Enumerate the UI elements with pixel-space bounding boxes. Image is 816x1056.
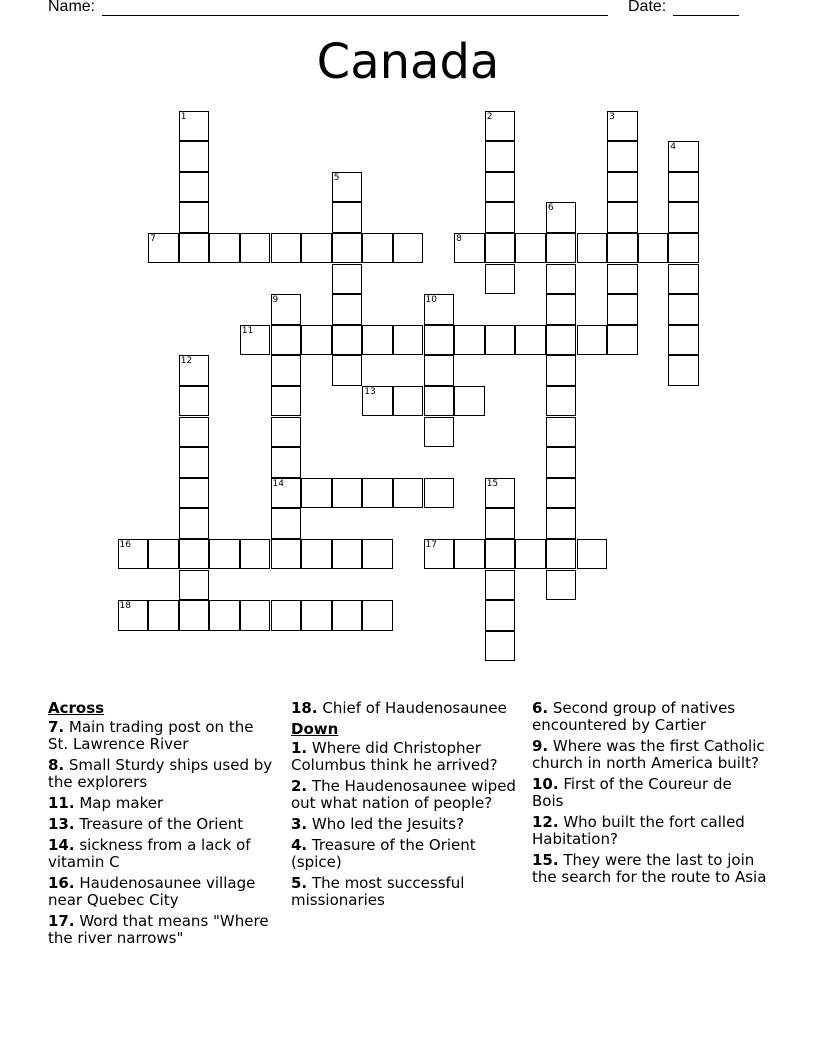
grid-cell[interactable] [546, 478, 577, 509]
clue-number: 4 [670, 142, 677, 153]
grid-cell[interactable] [668, 325, 699, 356]
grid-cell[interactable] [179, 539, 210, 570]
grid-cell[interactable] [424, 417, 455, 448]
clue-number-label: 1. [291, 739, 308, 757]
clue-number-label: 9. [532, 737, 549, 755]
grid-cell[interactable] [424, 539, 455, 570]
grid-cell[interactable] [668, 294, 699, 325]
grid-cell[interactable] [515, 325, 546, 356]
grid-cell[interactable] [546, 325, 577, 356]
clue-text: Map maker [74, 794, 164, 812]
grid-cell[interactable] [209, 539, 240, 570]
grid-cell[interactable] [607, 111, 638, 142]
grid-cell[interactable] [179, 447, 210, 478]
grid-cell[interactable] [546, 539, 577, 570]
grid-cell[interactable] [485, 508, 516, 539]
down-clue [532, 814, 767, 848]
grid-cell[interactable] [485, 570, 516, 601]
grid-cell[interactable] [515, 539, 546, 570]
clue-number: 15 [486, 478, 499, 489]
clue-text: First of the Coureur de Bois [532, 775, 732, 810]
grid-cell[interactable] [271, 447, 302, 478]
clue-text: Second group of natives encountered by Cartier [532, 699, 736, 734]
clue-number-label: 5. [291, 874, 308, 892]
grid-cell[interactable] [607, 294, 638, 325]
grid-cell[interactable] [393, 325, 424, 356]
grid-cell[interactable] [271, 233, 302, 264]
grid-cell[interactable] [148, 539, 179, 570]
down-clue [291, 816, 521, 833]
grid-cell[interactable] [362, 478, 393, 509]
grid-cell[interactable] [607, 325, 638, 356]
clue-text: They were the last to join the search for the route to Asia [532, 851, 767, 886]
clue-number-label: 17. [48, 912, 75, 930]
grid-cell[interactable] [148, 600, 179, 631]
across-heading: Across [48, 699, 105, 717]
grid-cell[interactable] [240, 600, 271, 631]
grid-cell[interactable] [577, 233, 608, 264]
grid-cell[interactable] [577, 325, 608, 356]
grid-cell[interactable] [271, 539, 302, 570]
down-clue [532, 700, 767, 734]
grid-cell[interactable] [179, 233, 210, 264]
grid-cell[interactable] [607, 141, 638, 172]
grid-cell[interactable] [332, 202, 363, 233]
clue-number-label: 6. [532, 699, 549, 717]
clue-number: 14 [272, 478, 284, 489]
grid-cell[interactable] [546, 386, 577, 417]
grid-cell[interactable] [332, 478, 363, 509]
grid-cell[interactable] [271, 355, 302, 386]
grid-cell[interactable] [362, 600, 393, 631]
grid-cell[interactable] [332, 294, 363, 325]
clue-number: 13 [364, 386, 376, 397]
grid-cell[interactable] [424, 386, 455, 417]
grid-cell[interactable] [240, 325, 271, 356]
grid-cell[interactable] [271, 325, 302, 356]
clue-text: The most successful missionaries [291, 874, 465, 909]
grid-cell[interactable] [271, 508, 302, 539]
grid-cell[interactable] [179, 570, 210, 601]
grid-cell[interactable] [240, 233, 271, 264]
across-clue [291, 700, 521, 717]
grid-cell[interactable] [546, 417, 577, 448]
grid-cell[interactable] [179, 508, 210, 539]
grid-cell[interactable] [362, 325, 393, 356]
grid-cell[interactable] [668, 172, 699, 203]
grid-cell[interactable] [179, 386, 210, 417]
grid-cell[interactable] [362, 233, 393, 264]
grid-cell[interactable] [546, 294, 577, 325]
grid-cell[interactable] [118, 539, 149, 570]
grid-cell[interactable] [179, 478, 210, 509]
clue-text: Where did Christopher Columbus think he arrived? [291, 739, 498, 774]
grid-cell[interactable] [546, 202, 577, 233]
grid-cell[interactable] [179, 111, 210, 142]
grid-cell[interactable] [577, 539, 608, 570]
clue-number-label: 3. [291, 815, 308, 833]
grid-cell[interactable] [485, 233, 516, 264]
grid-cell[interactable] [179, 600, 210, 631]
grid-cell[interactable] [393, 233, 424, 264]
clue-number: 10 [425, 295, 437, 306]
grid-cell[interactable] [424, 478, 455, 509]
down-heading: Down [291, 720, 339, 738]
down-clue [291, 837, 521, 871]
clue-text: Treasure of the Orient [74, 815, 244, 833]
grid-cell[interactable] [118, 600, 149, 631]
clue-number-label: 13. [48, 815, 75, 833]
clue-number: 6 [547, 203, 554, 214]
clue-text: Where was the first Catholic church in north America built? [532, 737, 765, 772]
grid-cell[interactable] [485, 325, 516, 356]
grid-cell[interactable] [607, 264, 638, 295]
clue-number-label: 11. [48, 794, 75, 812]
clue-number: 12 [180, 356, 193, 367]
date-label: Date: [628, 0, 667, 15]
grid-cell[interactable] [240, 539, 271, 570]
clue-text: Chief of Haudenosaunee [317, 699, 507, 717]
grid-cell[interactable] [209, 600, 240, 631]
clue-number-label: 10. [532, 775, 559, 793]
grid-cell[interactable] [209, 233, 240, 264]
grid-cell[interactable] [546, 508, 577, 539]
clue-number: 5 [333, 172, 340, 183]
clue-number-label: 7. [48, 718, 65, 736]
grid-cell[interactable] [546, 570, 577, 601]
clue-number: 18 [119, 601, 131, 612]
grid-cell[interactable] [179, 417, 210, 448]
clue-number-label: 4. [291, 836, 308, 854]
grid-cell[interactable] [424, 325, 455, 356]
grid-cell[interactable] [332, 539, 363, 570]
grid-cell[interactable] [454, 233, 485, 264]
grid-cell[interactable] [454, 539, 485, 570]
grid-cell[interactable] [332, 355, 363, 386]
across-clue [48, 795, 273, 812]
grid-cell[interactable] [179, 355, 210, 386]
down-clue [532, 738, 767, 772]
grid-cell[interactable] [454, 325, 485, 356]
grid-cell[interactable] [668, 202, 699, 233]
grid-cell[interactable] [668, 141, 699, 172]
clue-number-label: 2. [291, 777, 308, 795]
clue-column-3 [532, 700, 767, 890]
down-clue [291, 778, 521, 812]
grid-cell[interactable] [179, 202, 210, 233]
across-clue [48, 837, 273, 871]
across-clue [48, 719, 273, 753]
grid-cell[interactable] [668, 355, 699, 386]
clue-number: 9 [272, 295, 279, 306]
grid-cell[interactable] [546, 447, 577, 478]
across-clue [48, 875, 273, 909]
clue-text: Word that means "Where the river narrows" [48, 912, 269, 947]
grid-cell[interactable] [332, 264, 363, 295]
down-clue [291, 875, 521, 909]
grid-cell[interactable] [148, 233, 179, 264]
clue-text: Haudenosaunee village near Quebec City [48, 874, 256, 909]
grid-cell[interactable] [271, 294, 302, 325]
grid-cell[interactable] [332, 233, 363, 264]
grid-cell[interactable] [668, 264, 699, 295]
clue-number: 11 [241, 325, 254, 336]
across-clue [48, 913, 273, 947]
grid-cell[interactable] [638, 233, 669, 264]
grid-cell[interactable] [179, 141, 210, 172]
grid-cell[interactable] [332, 600, 363, 631]
grid-cell[interactable] [485, 478, 516, 509]
clue-number-label: 18. [291, 699, 318, 717]
grid-cell[interactable] [301, 478, 332, 509]
grid-cell[interactable] [668, 233, 699, 264]
grid-cell[interactable] [485, 141, 516, 172]
clue-text: Main trading post on the St. Lawrence River [48, 718, 254, 753]
down-clue [291, 740, 521, 774]
clue-number-label: 14. [48, 836, 75, 854]
across-clue [48, 816, 273, 833]
grid-cell[interactable] [393, 386, 424, 417]
grid-cell[interactable] [454, 386, 485, 417]
clue-number: 3 [609, 111, 615, 122]
clue-number: 1 [180, 111, 187, 122]
clue-text: sickness from a lack of vitamin C [48, 836, 251, 871]
grid-cell[interactable] [301, 233, 332, 264]
grid-cell[interactable] [393, 478, 424, 509]
clue-number: 16 [119, 539, 131, 550]
clue-text: Who led the Jesuits? [307, 815, 465, 833]
grid-cell[interactable] [546, 264, 577, 295]
down-clue [532, 776, 767, 810]
grid-cell[interactable] [607, 172, 638, 203]
grid-cell[interactable] [485, 202, 516, 233]
clue-text: Who built the fort called Habitation? [532, 813, 745, 848]
grid-cell[interactable] [607, 233, 638, 264]
grid-cell[interactable] [271, 417, 302, 448]
clue-column-1 [48, 700, 273, 951]
grid-cell[interactable] [301, 600, 332, 631]
across-clue [48, 757, 273, 791]
clue-number-label: 16. [48, 874, 75, 892]
clue-text: Small Sturdy ships used by the explorers [48, 756, 273, 791]
grid-cell[interactable] [515, 233, 546, 264]
grid-cell[interactable] [485, 631, 516, 662]
grid-cell[interactable] [332, 325, 363, 356]
clue-number-label: 8. [48, 756, 65, 774]
grid-cell[interactable] [485, 264, 516, 295]
clue-number: 8 [456, 233, 462, 244]
clue-number: 17 [425, 539, 437, 550]
grid-cell[interactable] [362, 539, 393, 570]
grid-cell[interactable] [301, 539, 332, 570]
grid-cell[interactable] [485, 600, 516, 631]
clue-number: 2 [486, 111, 493, 122]
down-clue [532, 852, 767, 886]
grid-cell[interactable] [271, 386, 302, 417]
grid-cell[interactable] [546, 233, 577, 264]
grid-cell[interactable] [485, 172, 516, 203]
grid-cell[interactable] [362, 386, 393, 417]
grid-cell[interactable] [179, 172, 210, 203]
clue-column-2 [291, 700, 521, 913]
clue-text: The Haudenosaunee wiped out what nation of people? [291, 777, 516, 812]
grid-cell[interactable] [424, 355, 455, 386]
puzzle-title: Canada [316, 34, 500, 90]
grid-cell[interactable] [301, 325, 332, 356]
clue-number: 7 [150, 233, 156, 244]
grid-cell[interactable] [271, 478, 302, 509]
grid-cell[interactable] [424, 294, 455, 325]
name-label: Name: [48, 0, 96, 15]
grid-cell[interactable] [271, 600, 302, 631]
clue-number-label: 12. [532, 813, 559, 831]
grid-cell[interactable] [546, 355, 577, 386]
grid-cell[interactable] [485, 539, 516, 570]
grid-cell[interactable] [607, 202, 638, 233]
clue-text: Treasure of the Orient (spice) [291, 836, 476, 871]
clue-number-label: 15. [532, 851, 559, 869]
grid-cell[interactable] [332, 172, 363, 203]
grid-cell[interactable] [485, 111, 516, 142]
